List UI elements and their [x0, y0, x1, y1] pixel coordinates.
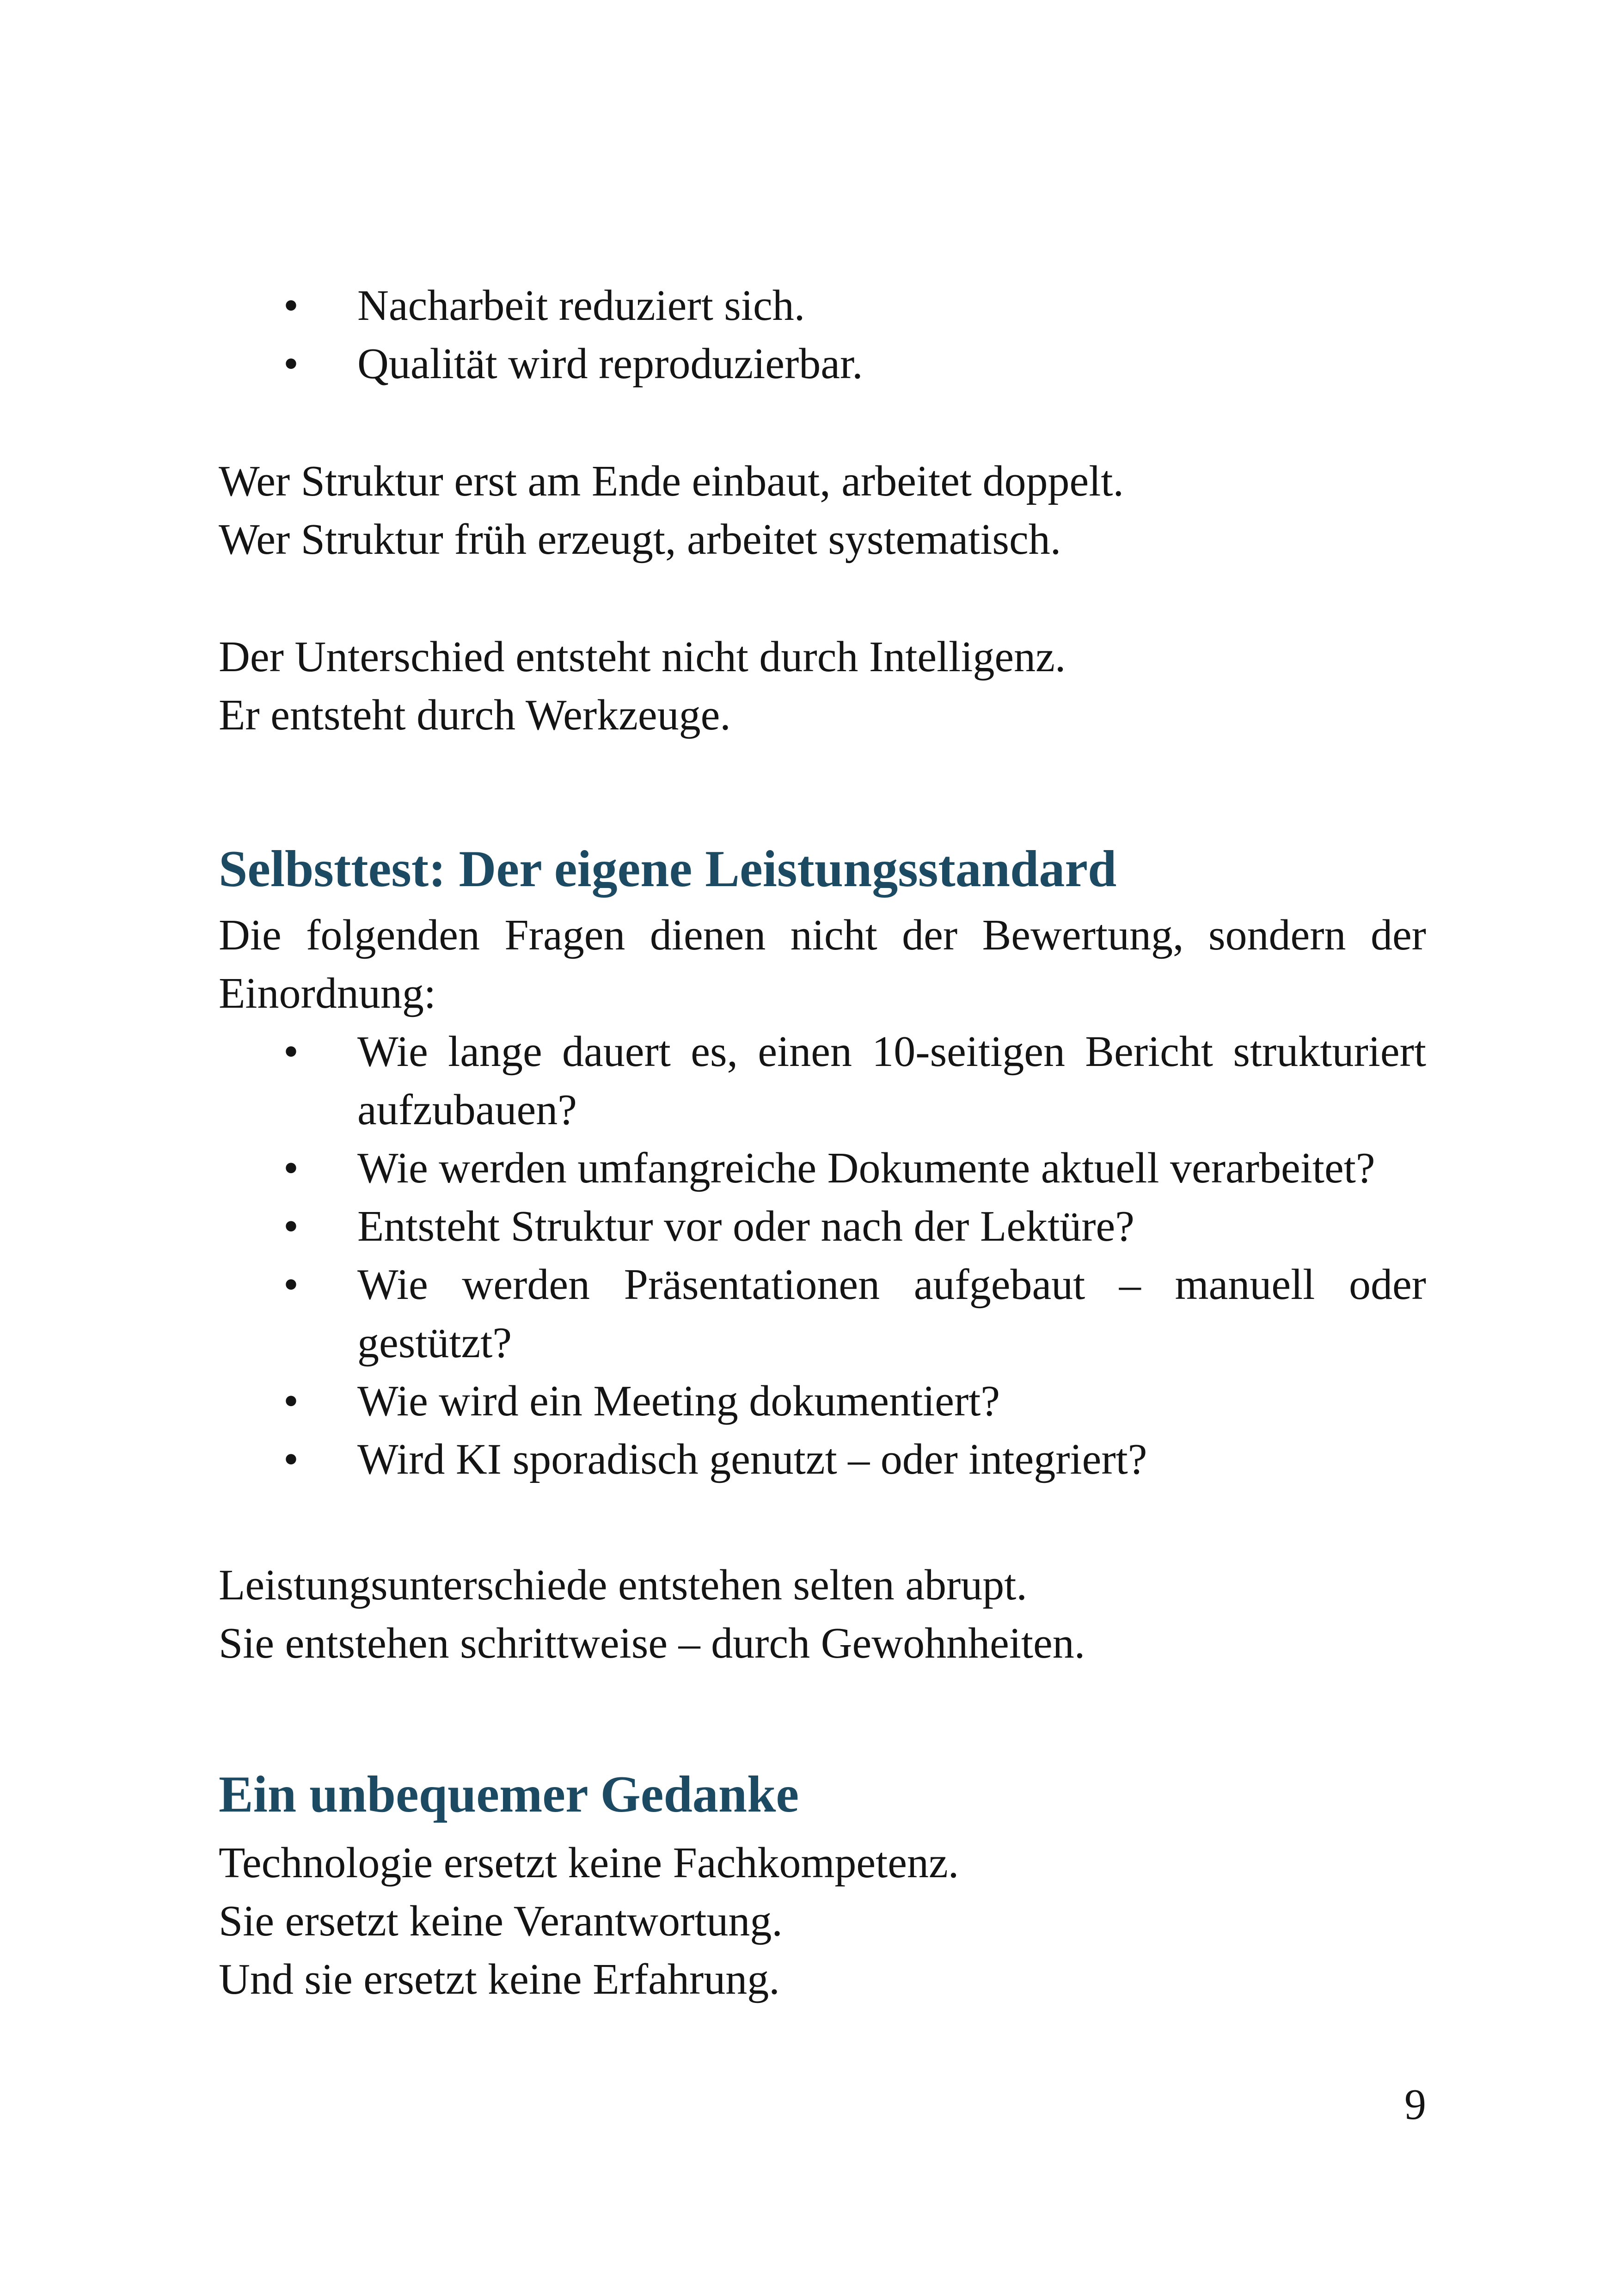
section-heading-selftest: Selbsttest: Der eigene Leistungsstandard — [219, 840, 1117, 898]
paragraph-line: Sie ersetzt keine Verantwortung. — [219, 1897, 783, 1945]
bullet-icon: • — [283, 282, 299, 330]
list-item — [219, 1197, 1426, 1255]
list-item — [219, 335, 1426, 393]
paragraph-line: Leistungsunterschiede entstehen selten abrupt. — [219, 1561, 1027, 1609]
bullet-icon: • — [283, 1202, 299, 1250]
bullet-icon: • — [283, 1435, 299, 1483]
list-item-text: Wie werden umfangreiche Dokumente aktuell verarbeitet? — [357, 1144, 1375, 1192]
list-item-text: Nacharbeit reduziert sich. — [357, 282, 805, 330]
bullet-icon: • — [283, 1144, 299, 1192]
list-item — [219, 276, 1426, 335]
list-item — [219, 1255, 1426, 1372]
paragraph-line: Sie entstehen schrittweise – durch Gewohnheiten. — [219, 1619, 1085, 1667]
paragraph-line: Und sie ersetzt keine Erfahrung. — [219, 1955, 780, 2003]
paragraph-line: Der Unterschied entsteht nicht durch Intelligenz. — [219, 633, 1066, 681]
paragraph-line: Er entsteht durch Werkzeuge. — [219, 691, 731, 739]
list-item-text: Qualität wird reproduzierbar. — [357, 340, 863, 388]
page-number: 9 — [1404, 2081, 1426, 2129]
list-item — [219, 1022, 1426, 1139]
bullet-icon: • — [283, 340, 299, 388]
section-heading-thought: Ein unbequemer Gedanke — [219, 1766, 799, 1823]
bullet-icon: • — [283, 1028, 299, 1076]
list-item-text: Wie wird ein Meeting dokumentiert? — [357, 1377, 1000, 1425]
list-item — [219, 1139, 1426, 1197]
paragraph-line: Technologie ersetzt keine Fachkompetenz. — [219, 1839, 959, 1887]
bullet-icon: • — [283, 1377, 299, 1425]
list-item-text: Entsteht Struktur vor oder nach der Lektüre? — [357, 1202, 1134, 1250]
selftest-question-list — [219, 1022, 1426, 1488]
paragraph-line: Wer Struktur früh erzeugt, arbeitet systematisch. — [219, 515, 1061, 563]
paragraph-line: Wer Struktur erst am Ende einbaut, arbeitet doppelt. — [219, 457, 1124, 505]
list-item — [219, 1430, 1426, 1488]
list-item-text: Wie werden Präsentationen aufgebaut – manuell oder gestützt? — [357, 1261, 1426, 1367]
selftest-intro: Die folgenden Fragen dienen nicht der Bewertung, sondern der Einordnung: — [219, 911, 1426, 1017]
bullet-icon: • — [283, 1261, 299, 1309]
list-item-text: Wird KI sporadisch genutzt – oder integriert? — [357, 1435, 1147, 1483]
list-item-text: Wie lange dauert es, einen 10-seitigen Bericht strukturiert aufzubauen? — [357, 1028, 1426, 1134]
list-item — [219, 1372, 1426, 1430]
intro-bullet-list — [219, 276, 1426, 393]
